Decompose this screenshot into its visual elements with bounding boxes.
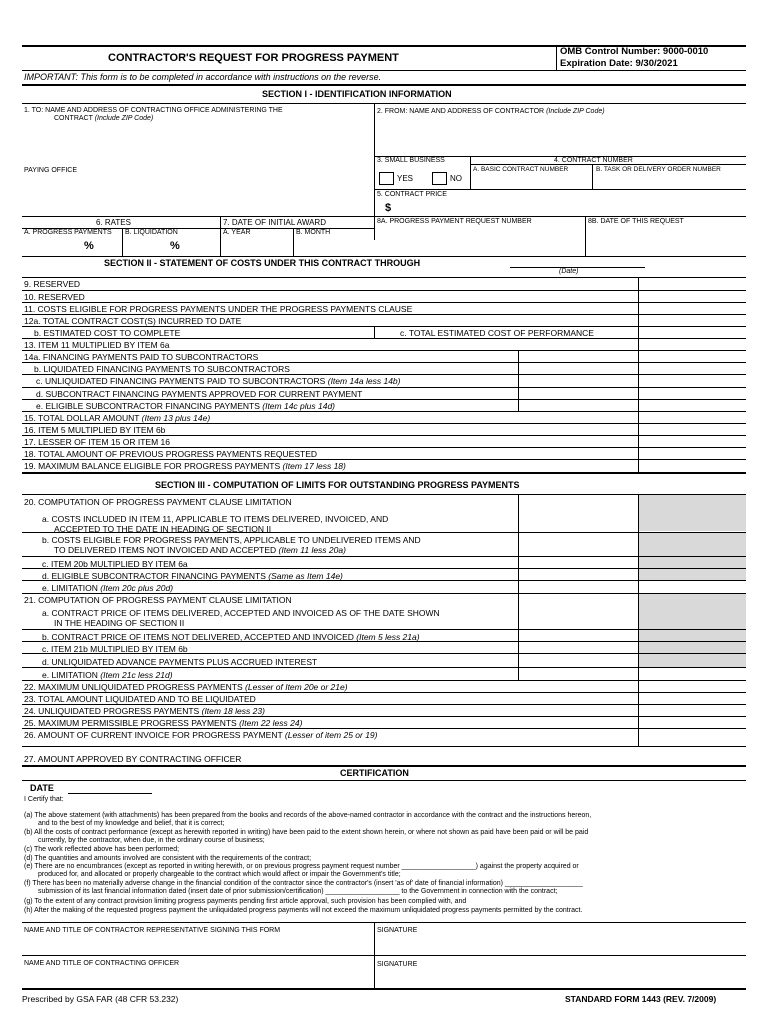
contractor-name-label: NAME AND TITLE OF CONTRACTOR REPRESENTATIVE SIGNING THIS FORM (24, 927, 281, 934)
row-25: 25. MAXIMUM PERMISSIBLE PROGRESS PAYMENTS (Item 22 less 24) (24, 718, 303, 728)
gray-20a (639, 495, 746, 531)
gray-20d (639, 569, 746, 580)
item4-label: 4. CONTRACT NUMBER (554, 157, 633, 164)
task-order-number-field[interactable] (596, 175, 742, 187)
expiration-date: Expiration Date: 9/30/2021 (560, 58, 678, 69)
row-20: 20. COMPUTATION OF PROGRESS PAYMENT CLAUSE LIMITATION (24, 497, 292, 507)
row-12c: c. TOTAL ESTIMATED COST OF PERFORMANCE (400, 328, 594, 338)
item6-label: 6. RATES (96, 218, 131, 227)
row-22: 22. MAXIMUM UNLIQUIDATED PROGRESS PAYMENTS (Lesser of Item 20e or 21e) (24, 682, 348, 692)
row-14c: c. UNLIQUIDATED FINANCING PAYMENTS PAID TO SUBCONTRACTORS (Item 14a less 14b) (36, 376, 401, 386)
contract-price-field[interactable] (396, 201, 736, 213)
item1-label: 1. TO: NAME AND ADDRESS OF CONTRACTING OFFICE ADMINISTERING THE CONTRACT (Include ZIP Code) (24, 107, 283, 122)
cert-intro: I Certify that: (24, 796, 64, 803)
through-date-label: (Date) (559, 268, 579, 275)
cert-h: (h) After the making of the requested progress payment the unliquidated progress payments will not exceed the maximum unliquidated progress payments permitted by the contract. (24, 907, 583, 914)
amount-column[interactable] (640, 279, 744, 471)
item7-label: 7. DATE OF INITIAL AWARD (223, 218, 326, 227)
row-21a: a. CONTRACT PRICE OF ITEMS DELIVERED, ACCEPTED AND INVOICED AS OF THE DATE SHOWN IN THE HEADING OF SECTION II (42, 608, 440, 628)
cert-c: (c) The work reflected above has been performed; (24, 846, 180, 853)
row-18: 18. TOTAL AMOUNT OF PREVIOUS PROGRESS PAYMENTS REQUESTED (24, 449, 317, 459)
row-11: 11. COSTS ELIGIBLE FOR PROGRESS PAYMENTS UNDER THE PROGRESS PAYMENTS CLAUSE (24, 304, 413, 314)
row-26: 26. AMOUNT OF CURRENT INVOICE FOR PROGRESS PAYMENT (Lesser of item 25 or 19) (24, 730, 378, 740)
item6a-label: A. PROGRESS PAYMENTS (24, 229, 112, 236)
row-14a: 14a. FINANCING PAYMENTS PAID TO SUBCONTRACTORS (24, 352, 259, 362)
row-17: 17. LESSER OF ITEM 15 OR ITEM 16 (24, 437, 170, 447)
form-title: CONTRACTOR'S REQUEST FOR PROGRESS PAYMENT (108, 52, 399, 64)
gray-20b (639, 532, 746, 556)
section1-title: SECTION I - IDENTIFICATION INFORMATION (262, 89, 452, 99)
item7b-label: B. MONTH (296, 229, 331, 236)
no-label: NO (450, 174, 462, 183)
section3-title: SECTION III - COMPUTATION OF LIMITS FOR OUTSTANDING PROGRESS PAYMENTS (155, 480, 520, 490)
row-27: 27. AMOUNT APPROVED BY CONTRACTING OFFICER (24, 754, 242, 764)
item2-address-field[interactable] (377, 118, 742, 154)
cert-a: (a) The above statement (with attachments) has been prepared from the books and records of the above-named contractor in accordance with the contract and the instructions hereon, and to the best of my knowledge and belief, that it is correct; (24, 812, 592, 828)
request-date-field[interactable] (588, 230, 742, 250)
form-number: STANDARD FORM 1443 (REV. 7/2009) (565, 994, 717, 1004)
small-business-yes-checkbox[interactable] (379, 172, 394, 185)
row-12a: 12a. TOTAL CONTRACT COST(S) INCURRED TO DATE (24, 316, 242, 326)
row-20a: a. COSTS INCLUDED IN ITEM 11, APPLICABLE TO ITEMS DELIVERED, INVOICED, AND ACCEPTED TO THE DATE IN HEADING OF SECTION II (42, 514, 389, 534)
row-20c: c. ITEM 20b MULTIPLIED BY ITEM 6a (42, 559, 188, 569)
officer-name-label: NAME AND TITLE OF CONTRACTING OFFICER (24, 960, 180, 967)
amount-14a-field[interactable] (520, 351, 636, 361)
omb-number: OMB Control Number: 9000-0010 (560, 46, 709, 57)
paying-office-field[interactable] (24, 178, 369, 214)
paying-office-label: PAYING OFFICE (24, 167, 78, 174)
signature2-label: SIGNATURE (377, 961, 418, 968)
row-16: 16. ITEM 5 MULTIPLIED BY ITEM 6b (24, 425, 166, 435)
through-date-field[interactable] (512, 257, 642, 267)
row-20b: b. COSTS ELIGIBLE FOR PROGRESS PAYMENTS, APPLICABLE TO UNDELIVERED ITEMS AND TO DELIVERED ITEMS NOT INVOICED AND ACCEPTED (Item 11 less 20a) (42, 535, 421, 555)
officer-name-field[interactable] (24, 971, 369, 985)
row-14b: b. LIQUIDATED FINANCING PAYMENTS TO SUBCONTRACTORS (34, 364, 290, 374)
cert-b: (b) All the costs of contract performance (except as herewith reported in writing) have been paid to the extent shown herein, or where not shown as paid have been paid or will be paid currently, by the contractor, when due, in the ordinary course of business; (24, 829, 589, 845)
row-15: 15. TOTAL DOLLAR AMOUNT (Item 13 plus 14e) (24, 413, 211, 423)
gray-21 (639, 594, 746, 629)
gray-21c (639, 642, 746, 653)
progress-rate-percent: % (84, 240, 94, 252)
liquidation-rate-percent: % (170, 240, 180, 252)
request-number-field[interactable] (377, 230, 581, 250)
gray-20c (639, 557, 746, 568)
row-21c: c. ITEM 21b MULTIPLIED BY ITEM 6b (42, 644, 188, 654)
row-21b: b. CONTRACT PRICE OF ITEMS NOT DELIVERED, ACCEPTED AND INVOICED (Item 5 less 21a) (42, 632, 420, 642)
item1-address-field[interactable] (24, 124, 369, 160)
item2-label: 2. FROM: NAME AND ADDRESS OF CONTRACTOR (Include ZIP Code) (377, 108, 605, 115)
row-21e: e. LIMITATION (Item 21c less 21d) (42, 670, 173, 680)
row-13: 13. ITEM 11 MULTIPLIED BY ITEM 6a (24, 340, 170, 350)
amount-14c-field[interactable] (520, 375, 636, 386)
cert-date-field[interactable] (70, 782, 150, 792)
signature1-label: SIGNATURE (377, 927, 418, 934)
item6b-label: B. LIQUIDATION (125, 229, 178, 236)
item4b-label: B. TASK OR DELIVERY ORDER NUMBER (596, 166, 721, 173)
cert-d: (d) The quantities and amounts involved are consistent with the requirements of the contract; (24, 855, 312, 862)
important-note: IMPORTANT: This form is to be completed in accordance with instructions on the reverse. (24, 72, 382, 82)
row-9: 9. RESERVED (24, 279, 81, 289)
row-20d: d. ELIGIBLE SUBCONTRACTOR FINANCING PAYMENTS (Same as Item 14e) (42, 571, 343, 581)
section2-title: SECTION II - STATEMENT OF COSTS UNDER THIS CONTRACT THROUGH (104, 258, 421, 268)
contractor-signature-field[interactable] (377, 938, 742, 952)
item8a-label: 8A. PROGRESS PAYMENT REQUEST NUMBER (377, 218, 532, 225)
item4a-label: A. BASIC CONTRACT NUMBER (473, 166, 569, 173)
item8b-label: 8B. DATE OF THIS REQUEST (588, 218, 684, 225)
row-14d: d. SUBCONTRACT FINANCING PAYMENTS APPROVED FOR CURRENT PAYMENT (36, 389, 363, 399)
row-10: 10. RESERVED (24, 292, 85, 302)
row-20e: e. LIMITATION (Item 20c plus 20d) (42, 583, 174, 593)
item5-label: 5. CONTRACT PRICE (377, 191, 447, 198)
cert-e: (e) There are no encumbrances (except as reported in writing herewith, or on previous progress payment request number ___________________) against the property acquired or produced for, and allocated or properly chargeable to the contract which would affect or impair the Government's title; (24, 863, 579, 879)
amount-14d-field[interactable] (520, 388, 636, 398)
amount-14b-field[interactable] (520, 363, 636, 373)
gray-21b (639, 630, 746, 641)
row-14e: e. ELIGIBLE SUBCONTRACTOR FINANCING PAYMENTS (Item 14c plus 14d) (36, 401, 336, 411)
contractor-name-field[interactable] (24, 938, 369, 952)
contract-price-dollar: $ (385, 202, 392, 214)
yes-label: YES (397, 174, 414, 183)
row-23: 23. TOTAL AMOUNT LIQUIDATED AND TO BE LIQUIDATED (24, 694, 256, 704)
row-12b: b. ESTIMATED COST TO COMPLETE (34, 328, 181, 338)
cert-f: (f) There has been no materially adverse change in the financial condition of the contractor since the contractor's (insert 'as of' date of financial information) ____________________ submission of its last financial information dated (insert date of prior submission/certification) ___________________ to the Government in connection with the contract; (24, 880, 583, 896)
row-21: 21. COMPUTATION OF PROGRESS PAYMENT CLAUSE LIMITATION (24, 595, 292, 605)
row-24: 24. UNLIQUIDATED PROGRESS PAYMENTS (Item 18 less 23) (24, 706, 265, 716)
cert-date-label: DATE (30, 783, 54, 793)
cert-g: (g) To the extent of any contract provision limiting progress payments pending first article approval, such provision has been complied with, and (24, 898, 467, 905)
row-19: 19. MAXIMUM BALANCE ELIGIBLE FOR PROGRESS PAYMENTS (Item 17 less 18) (24, 461, 346, 471)
row-21d: d. UNLIQUIDATED ADVANCE PAYMENTS PLUS ACCRUED INTEREST (42, 657, 318, 667)
item7a-label: A. YEAR (223, 229, 251, 236)
basic-contract-number-field[interactable] (473, 175, 589, 187)
small-business-no-checkbox[interactable] (432, 172, 447, 185)
officer-signature-field[interactable] (377, 971, 742, 985)
gray-21d (639, 654, 746, 667)
prescribed-by: Prescribed by GSA FAR (48 CFR 53.232) (22, 994, 179, 1004)
certification-title: CERTIFICATION (340, 768, 409, 778)
item3-label: 3. SMALL BUSINESS (377, 157, 445, 164)
